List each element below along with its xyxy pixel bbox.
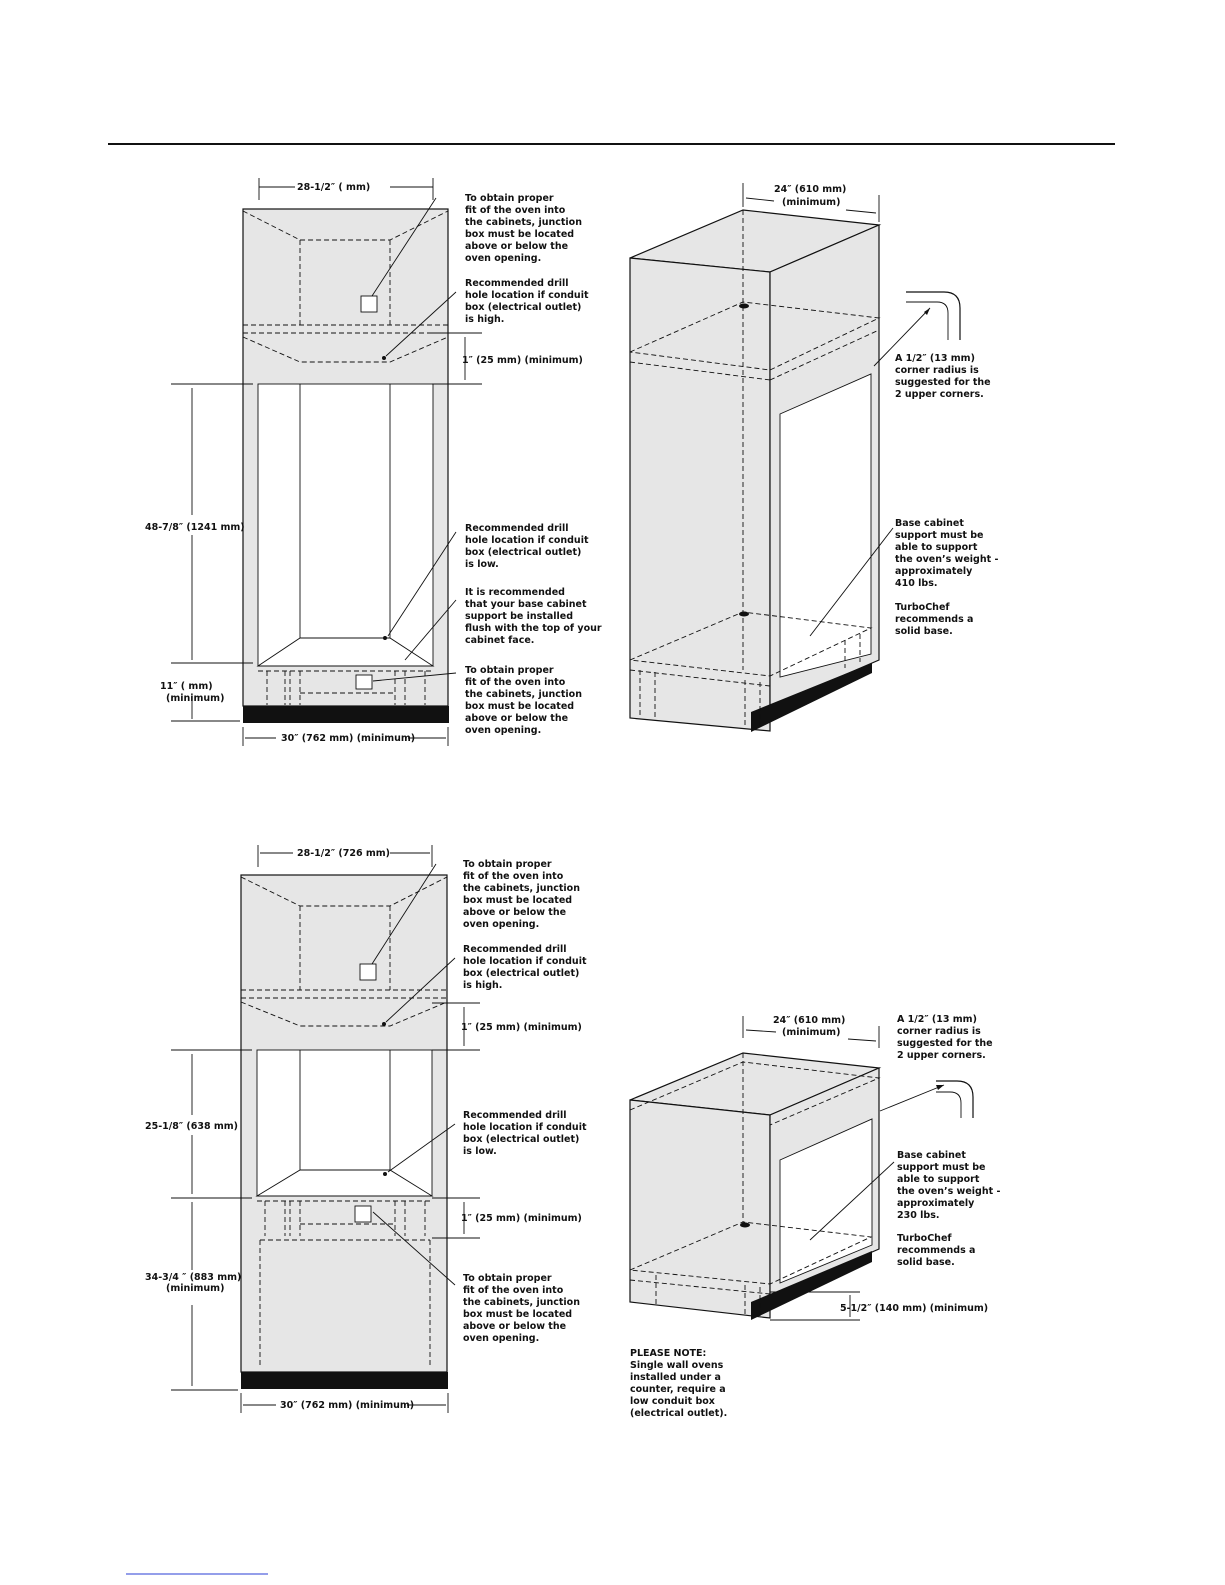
- note-junction-bottom-line: fit of the oven into: [463, 1285, 564, 1296]
- note-junction-top: [463, 859, 580, 930]
- note-support-line: the oven’s weight -: [897, 1186, 1001, 1197]
- width-label: 28-1/2″ (726 mm): [297, 848, 391, 859]
- note-junction-top-line: box must be located: [463, 895, 573, 906]
- depth-label-1: 24″ (610 mm): [774, 184, 847, 195]
- single-oven-isometric-view: [630, 1014, 1000, 1419]
- bottom-width-label: 30″ (762 mm) (minimum): [280, 1400, 415, 1411]
- note-junction-bottom: [463, 1273, 580, 1344]
- note-support-line: able to support: [895, 542, 978, 553]
- note-radius-line: 2 upper corners.: [895, 389, 984, 400]
- note-junction-bottom-line: the cabinets, junction: [463, 1297, 580, 1308]
- note-junction-bottom-line: box must be located: [463, 1309, 573, 1320]
- note-junction-top-line: above or below the: [463, 907, 567, 918]
- note-drill-low-line: hole location if conduit: [465, 535, 589, 546]
- note-flush: [465, 587, 602, 646]
- note-drill-high-line: hole location if conduit: [463, 956, 587, 967]
- double-oven-isometric-view: [630, 183, 998, 732]
- note-drill-high-line: is high.: [465, 314, 505, 325]
- note-turbochef-line: recommends a: [895, 614, 974, 625]
- note-drill-high: [465, 278, 589, 325]
- note-junction-bottom: [465, 665, 582, 736]
- note-junction-bottom-line: oven opening.: [465, 725, 542, 736]
- note-flush-line: flush with the top of your: [465, 623, 602, 634]
- note-junction-bottom-line: To obtain proper: [463, 1273, 552, 1284]
- note-junction-bottom-line: fit of the oven into: [465, 677, 566, 688]
- note-junction-top-line: above or below the: [465, 241, 569, 252]
- please-note-line: (electrical outlet).: [630, 1408, 728, 1419]
- note-turbochef-line: TurboChef: [895, 602, 950, 613]
- note-junction-bottom-line: oven opening.: [463, 1333, 540, 1344]
- note-junction-top-line: To obtain proper: [465, 193, 554, 204]
- please-note: [630, 1348, 727, 1419]
- note-radius-line: A 1/2″ (13 mm): [897, 1014, 977, 1025]
- gap-label-bottom: 1″ (25 mm) (minimum): [461, 1213, 582, 1224]
- note-flush-line: support be installed: [465, 611, 574, 622]
- single-oven-front-view: [145, 845, 587, 1413]
- base-label-2: (minimum): [166, 1283, 225, 1294]
- note-junction-top-line: To obtain proper: [463, 859, 552, 870]
- base-toe-kick: [243, 706, 449, 723]
- toe-kick-label: 5-1/2″ (140 mm) (minimum): [840, 1303, 989, 1314]
- note-turbochef-line: solid base.: [895, 626, 953, 637]
- note-junction-top-line: oven opening.: [463, 919, 540, 930]
- note-support-line: Base cabinet: [897, 1150, 966, 1161]
- note-junction-top: [465, 193, 582, 264]
- drill-hole-high: [382, 1022, 386, 1026]
- junction-box-upper: [361, 296, 377, 312]
- note-drill-low: [465, 523, 589, 570]
- note-radius-line: suggested for the: [895, 377, 991, 388]
- note-junction-bottom-line: the cabinets, junction: [465, 689, 582, 700]
- note-support-line: 230 lbs.: [897, 1210, 940, 1221]
- note-drill-low-line: is low.: [463, 1146, 497, 1157]
- note-support-line: 410 lbs.: [895, 578, 938, 589]
- base-label-1: 11″ ( mm): [160, 681, 213, 692]
- base-label-2: (minimum): [166, 693, 225, 704]
- height-label: 25-1/8″ (638 mm): [145, 1121, 239, 1132]
- please-note-line: installed under a: [630, 1372, 721, 1383]
- please-note-line: counter, require a: [630, 1384, 726, 1395]
- please-note-line: low conduit box: [630, 1396, 715, 1407]
- please-note-line: Single wall ovens: [630, 1360, 724, 1371]
- note-drill-high-line: Recommended drill: [465, 278, 569, 289]
- note-junction-bottom-line: To obtain proper: [465, 665, 554, 676]
- note-junction-top-line: the cabinets, junction: [465, 217, 582, 228]
- note-drill-high-line: is high.: [463, 980, 503, 991]
- note-turbochef-line: recommends a: [897, 1245, 976, 1256]
- junction-box-lower: [355, 1206, 371, 1222]
- note-drill-low-line: Recommended drill: [463, 1110, 567, 1121]
- note-drill-low-line: hole location if conduit: [463, 1122, 587, 1133]
- note-junction-top-line: fit of the oven into: [463, 871, 564, 882]
- note-support-line: Base cabinet: [895, 518, 964, 529]
- junction-box-upper: [360, 964, 376, 980]
- note-radius-line: corner radius is: [895, 365, 979, 376]
- please-note-line: PLEASE NOTE:: [630, 1348, 707, 1359]
- note-junction-bottom-line: above or below the: [465, 713, 569, 724]
- note-radius-line: A 1/2″ (13 mm): [895, 353, 975, 364]
- depth-label-1: 24″ (610 mm): [773, 1015, 846, 1026]
- junction-box-lower: [356, 675, 372, 689]
- depth-label-2: (minimum): [782, 1027, 841, 1038]
- drill-hole-high: [382, 356, 386, 360]
- note-radius-line: suggested for the: [897, 1038, 993, 1049]
- oven-opening: [780, 374, 871, 677]
- note-radius: [895, 353, 991, 400]
- note-support-line: approximately: [897, 1198, 975, 1209]
- note-drill-low-line: is low.: [465, 559, 499, 570]
- note-junction-top-line: box must be located: [465, 229, 575, 240]
- note-support: [897, 1150, 1000, 1221]
- note-radius: [897, 1014, 993, 1061]
- note-flush-line: cabinet face.: [465, 635, 535, 646]
- drill-hole-low: [383, 636, 387, 640]
- note-turbochef: [895, 602, 973, 637]
- note-junction-bottom-line: above or below the: [463, 1321, 567, 1332]
- note-junction-top-line: oven opening.: [465, 253, 542, 264]
- note-support-line: the oven’s weight -: [895, 554, 999, 565]
- note-support-line: support must be: [895, 530, 984, 541]
- note-drill-low-line: box (electrical outlet): [465, 547, 582, 558]
- note-support-line: able to support: [897, 1174, 980, 1185]
- note-drill-high: [463, 944, 587, 991]
- note-support-line: approximately: [895, 566, 973, 577]
- note-radius-line: 2 upper corners.: [897, 1050, 986, 1061]
- note-drill-high-line: Recommended drill: [463, 944, 567, 955]
- note-junction-top-line: fit of the oven into: [465, 205, 566, 216]
- note-radius-line: corner radius is: [897, 1026, 981, 1037]
- note-turbochef-line: solid base.: [897, 1257, 955, 1268]
- base-label-1: 34-3/4 ″ (883 mm): [145, 1272, 242, 1283]
- height-label: 48-7/8″ (1241 mm): [145, 522, 245, 533]
- note-support: [895, 518, 998, 589]
- note-drill-high-line: box (electrical outlet): [463, 968, 580, 979]
- gap-label: 1″ (25 mm) (minimum): [462, 355, 583, 366]
- note-drill-low: [463, 1110, 587, 1157]
- width-label: 28-1/2″ ( mm): [297, 182, 371, 193]
- note-flush-line: that your base cabinet: [465, 599, 587, 610]
- note-flush-line: It is recommended: [465, 587, 565, 598]
- oven-opening: [258, 384, 433, 666]
- note-junction-top-line: the cabinets, junction: [463, 883, 580, 894]
- note-turbochef: [897, 1233, 975, 1268]
- bottom-width-label: 30″ (762 mm) (minimum): [281, 733, 416, 744]
- note-turbochef-line: TurboChef: [897, 1233, 952, 1244]
- gap-label-top: 1″ (25 mm) (minimum): [461, 1022, 582, 1033]
- drill-hole-low: [383, 1172, 387, 1176]
- note-drill-high-line: hole location if conduit: [465, 290, 589, 301]
- corner-radius-detail: [906, 292, 960, 340]
- note-junction-bottom-line: box must be located: [465, 701, 575, 712]
- note-drill-low-line: Recommended drill: [465, 523, 569, 534]
- note-support-line: support must be: [897, 1162, 986, 1173]
- base-toe-kick: [241, 1372, 448, 1389]
- note-drill-low-line: box (electrical outlet): [463, 1134, 580, 1145]
- depth-label-2: (minimum): [782, 197, 841, 208]
- note-drill-high-line: box (electrical outlet): [465, 302, 582, 313]
- double-oven-front-view: [145, 178, 602, 746]
